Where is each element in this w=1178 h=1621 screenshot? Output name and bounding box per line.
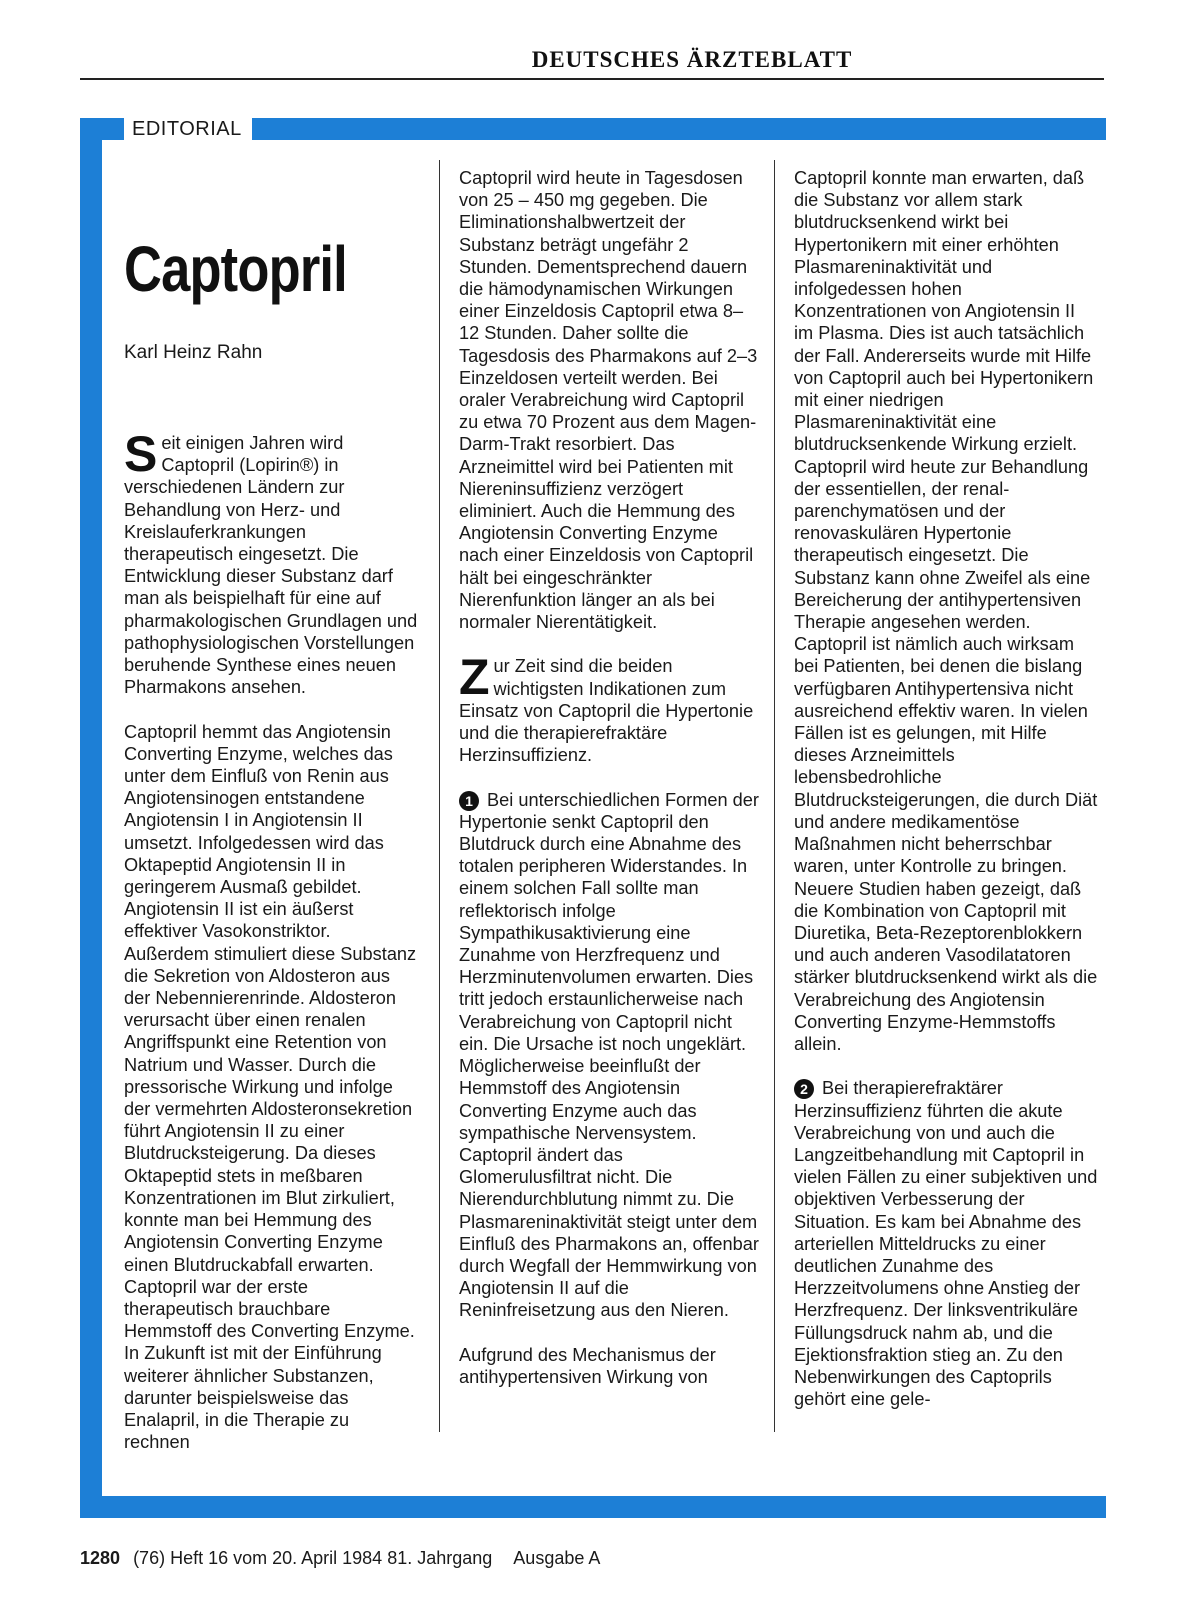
article-author: Karl Heinz Rahn (124, 342, 263, 363)
drop-cap: S (124, 426, 158, 482)
paragraph-text: Bei therapierefraktärer Herzinsuffizienz führten die akute Verabreichung von und auch die Langzeitbehandlung mit Captopril in vielen Fällen zu einer subjektiven und objektiven Verbesserung der Situation. Es kam bei Abnahme des arteriellen Mitteldrucks zu einer deutlichen Zunahme des Herzzeitvolumens ohne Anstieg der Herzfrequenz. Der linksventrikuläre Füllungsdruck nahm ab, und die Ejektionsfraktion stieg an. Zu den Nebenwirkungen des Captoprils gehört eine gele- (794, 1078, 1098, 1410)
paragraph: Captopril wird heute in Tagesdosen von 25 – 450 mg gegeben. Die Eliminationshalbwertzeit der Substanz beträgt ungefähr 2 Stunden. Dementsprechend dauern die hämodynamischen Wirkungen einer Einzeldosis Captopril etwa 8–12 Stunden. Daher sollte die Tagesdosis des Pharmakons auf 2–3 Einzeldosen verteilt werden. Bei oraler Verabreichung wird Captopril zu etwa 70 Prozent aus dem Magen-Darm-Trakt resorbiert. Das Arzneimittel wird bei Patienten mit Niereninsuffizienz verzögert eliminiert. Auch die Hemmung des Angiotensin Converting Enzyme nach einer Einzeldosis von Captopril hält bei eingeschränkter Nierenfunktion länger an als bei normaler Nierentätigkeit. (459, 168, 758, 633)
paragraph: Captopril konnte man erwarten, daß die Substanz vor allem stark blutdrucksenkend wirkt bei Hypertonikern mit einer erhöhten Plasmareninaktivität und infolgedessen hohen Konzentrationen von Angiotensin II im Plasma. Dies ist auch tatsächlich der Fall. Andererseits wurde mit Hilfe von Captopril auch bei Hypertonikern mit einer niedrigen Plasmareninaktivität eine blutdrucksenkende Wirkung erzielt. Captopril wird heute zur Behandlung der essentiellen, der renal-parenchymatösen und der renovaskulären Hypertonie therapeutisch eingesetzt. Die Substanz kann ohne Zweifel als eine Bereicherung der antihypertensiven Therapie angesehen werden. Captopril ist nämlich auch wirksam bei Patienten, bei denen die bislang verfügbaren Antihypertensiva nicht ausreichend effektiv waren. In vielen Fällen ist es gelungen, mit Hilfe dieses Arzneimittels lebensbedrohliche Blutdrucksteigerungen, die durch Diät und andere medikamentöse Maßnahmen nicht beherrschbar waren, unter Kontrolle zu bringen. Neuere Studien haben gezeigt, daß die Kombination von Captopril mit Diuretika, Beta-Rezeptorenblokkern und auch anderen Vasodilatatoren stärker blutdrucksenkend wirkt als die Verabreichung des Angiotensin Converting Enzyme-Hemmstoffs allein. (794, 168, 1098, 1054)
page-footer (80, 1548, 600, 1569)
article-title: Captopril (124, 233, 347, 305)
edition-label: Ausgabe A (513, 1548, 601, 1568)
number-marker-2-icon: 2 (794, 1079, 814, 1099)
paragraph (124, 426, 419, 698)
page-number: 1280 (80, 1548, 121, 1568)
paragraph (459, 649, 759, 766)
drop-cap: Z (459, 649, 490, 706)
paragraph-text: ur Zeit sind die beiden wichtigsten Indikationen zum Einsatz von Captopril die Hypertonie und die therapierefraktäre Herzinsuffizienz. (459, 656, 754, 766)
paragraph-text: eit einigen Jahren wird Captopril (Lopirin®) in verschiedenen Ländern zur Behandlung von Herz- und Kreislauferkrankungen therapeutisch eingesetzt. Die Entwicklung dieser Substanz darf man als beispielhaft für eine auf pharmakologischen Grundlagen und pathophysiologischen Vorstellungen beruhende Synthese eines neuen Pharmakons ansehen. (124, 433, 418, 698)
section-label: EDITORIAL (124, 114, 252, 144)
paragraph (459, 789, 759, 1322)
paragraph: Captopril hemmt das Angiotensin Converting Enzyme, welches das unter dem Einfluß von Renin aus Angiotensinogen entstandene Angiotensin I in Angiotensin II umsetzt. Infolgedessen wird das Oktapeptid Angiotensin II in geringerem Ausmaß gebildet. Angiotensin II ist ein äußerst effektiver Vasokonstriktor. Außerdem stimuliert diese Substanz die Sekretion von Aldosteron aus der Nebennierenrinde. Aldosteron verursacht über einen renalen Angriffspunkt eine Retention von Natrium und Wasser. Durch die pressorische Wirkung und infolge der vermehrten Aldosteronsekretion führt Angiotensin II zu einer Blutdrucksteigerung. Da dieses Oktapeptid stets in meßbaren Konzentrationen im Blut zirkuliert, konnte man bei Hemmung des Angiotensin Converting Enzyme einen Blutdruckabfall erwarten. Captopril war der erste therapeutisch brauchbare Hemmstoff des Converting Enzyme. In Zukunft ist mit der Einführung weiterer ähnlicher Substanzen, darunter beispielsweise das Enalapril, in die Therapie zu rechnen (124, 721, 417, 1453)
paragraph (794, 1077, 1099, 1410)
number-marker-1-icon: 1 (459, 791, 479, 811)
frame-left-bar (80, 118, 102, 1516)
masthead-title: DEUTSCHES ÄRZTEBLATT (531, 47, 853, 72)
frame-bottom-bar (80, 1496, 1106, 1518)
masthead (80, 44, 1104, 80)
column-divider (439, 160, 440, 1432)
paragraph: Aufgrund des Mechanismus der antihypertensiven Wirkung von (459, 1344, 716, 1387)
text-column-1 (124, 426, 419, 1476)
column-divider (774, 160, 775, 1432)
issue-info: (76) Heft 16 vom 20. April 1984 81. Jahrgang (133, 1548, 493, 1568)
text-column-2 (459, 167, 759, 1410)
text-column-3 (794, 167, 1099, 1433)
paragraph-text: Bei unterschiedlichen Formen der Hypertonie senkt Captopril den Blutdruck durch eine Abnahme des totalen peripheren Widerstandes. In einem solchen Fall sollte man reflektorisch infolge Sympathikusaktivierung eine Zunahme von Herzfrequenz und Herzminutenvolumen erwarten. Dies tritt jedoch erstaunlicherweise nach Verabreichung von Captopril nicht ein. Die Ursache ist noch ungeklärt. Möglicherweise beeinflußt der Hemmstoff des Angiotensin Converting Enzyme auch das sympathische Nervensystem. Captopril ändert das Glomerulusfiltrat nicht. Die Nierendurchblutung nimmt zu. Die Plasmareninaktivität steigt unter dem Einfluß des Pharmakons an, offenbar durch Wegfall der Hemmwirkung von Angiotensin II auf die Reninfreisetzung aus den Nieren. (459, 789, 759, 1321)
